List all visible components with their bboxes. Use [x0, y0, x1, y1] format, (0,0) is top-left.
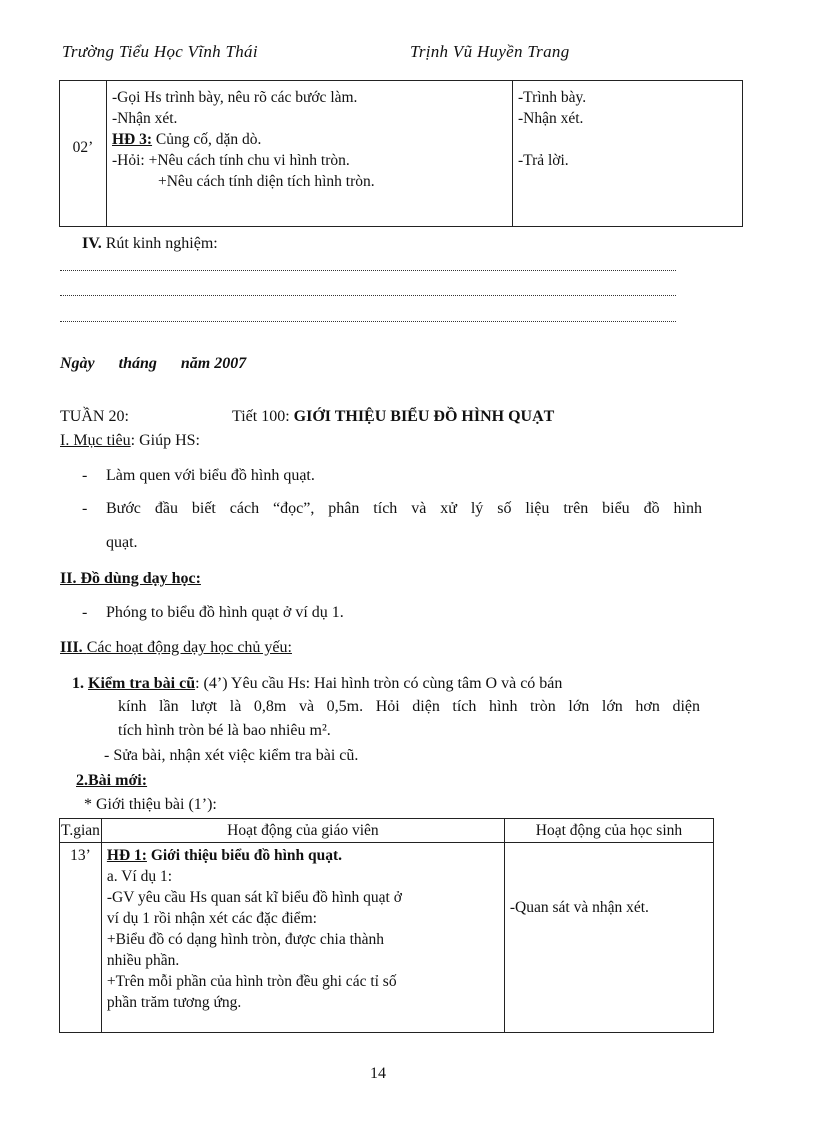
activities-label: Các hoạt động dạy học chủ yếu: [86, 639, 292, 656]
page-number: 14 [370, 1065, 386, 1082]
student-line [510, 845, 708, 866]
check-line: tích hình tròn bé là bao nhiêu m². [118, 722, 331, 739]
teacher-line: -GV yêu cầu Hs quan sát kĩ biểu đồ hình quạt ở [106, 889, 402, 906]
teacher-line: +Biểu đồ có dạng hình tròn, được chia thành [106, 931, 385, 948]
section-4-heading [82, 233, 218, 255]
check-fix: - Sửa bài, nhận xét việc kiểm tra bài cũ. [104, 747, 359, 764]
student-line [510, 866, 708, 887]
materials-label: Đồ dùng dạy học: [80, 570, 201, 587]
col-header-student: Hoạt động của học sinh [504, 819, 713, 843]
hd3-title: Củng cố, dặn dò. [152, 131, 262, 148]
teacher-activity-cell [107, 81, 513, 227]
lesson-number: Tiết 100: [232, 408, 294, 425]
objective-item-cont: quạt. [106, 534, 138, 551]
activities-num: III. [60, 639, 87, 656]
dotted-line [60, 295, 676, 296]
school-name: Trường Tiểu Học Vĩnh Thái [62, 42, 258, 61]
hd3-heading [112, 129, 507, 150]
top-activity-table [59, 80, 743, 227]
ask-line: -Hỏi: +Nêu cách tính chu vi hình tròn. [112, 152, 350, 169]
materials-heading [60, 568, 201, 590]
dotted-line [60, 270, 676, 271]
new-lesson-heading: 2.Bài mới: [76, 772, 148, 789]
hd3-label: HĐ 3: [112, 131, 153, 148]
ask-line: +Nêu cách tính diện tích hình tròn. [158, 173, 375, 190]
objectives-heading [60, 430, 200, 452]
student-line: -Nhận xét. [518, 110, 584, 127]
student-line: -Quan sát và nhận xét. [509, 899, 649, 916]
bullet-dash: - [82, 467, 88, 484]
date-line: Ngày tháng năm 2007 [60, 355, 247, 372]
lesson-intro: * Giới thiệu bài (1’): [84, 796, 217, 813]
objectives-label: I. Mục tiêu [60, 432, 131, 449]
activities-heading [60, 637, 316, 659]
materials-num: II. [60, 570, 81, 587]
time-cell: 13’ [60, 843, 102, 1033]
lesson-title [232, 406, 554, 428]
check-num: 1. [72, 675, 88, 692]
teacher-line: +Trên mỗi phần của hình tròn đều ghi các tỉ số [106, 973, 397, 990]
col-header-teacher: Hoạt động của giáo viên [101, 819, 504, 843]
week-label: TUẦN 20: [60, 408, 129, 425]
time-cell: 02’ [60, 81, 107, 227]
teacher-line: -Nhận xét. [112, 110, 178, 127]
material-item: Phóng to biểu đồ hình quạt ở ví dụ 1. [106, 604, 344, 621]
check-line: : (4’) Yêu cầu Hs: Hai hình tròn có cùng tâm O và có bán [195, 675, 563, 692]
teacher-line: -Gọi Hs trình bày, nêu rõ các bước làm. [112, 89, 358, 106]
hd1-label: HĐ 1: [106, 847, 147, 864]
teacher-name: Trịnh Vũ Huyền Trang [410, 42, 570, 61]
section-num: IV. [82, 235, 106, 252]
teacher-line: ví dụ 1 rồi nhận xét các đặc điểm: [106, 910, 317, 927]
hd1-title: Giới thiệu biểu đồ hình quạt. [146, 847, 343, 864]
bullet-dash: - [82, 500, 88, 517]
student-line: -Trình bày. [518, 89, 587, 106]
check-line: kính lần lượt là 0,8m và 0,5m. Hỏi diện tích hình tròn lớn lớn hơn diện [118, 698, 700, 715]
col-header-time: T.gian [60, 819, 102, 843]
student-line [518, 129, 737, 150]
teacher-line: a. Ví dụ 1: [106, 868, 173, 885]
objectives-suffix: : Giúp HS: [130, 432, 200, 449]
check-heading [72, 673, 562, 695]
objective-item: Bước đầu biết cách “đọc”, phân tích và xử lý số liệu trên biểu đồ hình [106, 500, 702, 517]
student-activity-cell [504, 843, 713, 1033]
student-line: -Trả lời. [518, 152, 569, 169]
teacher-line: nhiều phần. [106, 952, 180, 969]
section-title: Rút kinh nghiệm: [105, 235, 218, 252]
student-activity-cell [513, 81, 743, 227]
main-activity-table [59, 818, 714, 1033]
bullet-dash: - [82, 604, 88, 621]
hd1-heading [107, 845, 499, 866]
check-label: Kiểm tra bài cũ [88, 675, 196, 692]
teacher-line: phần trăm tương ứng. [106, 994, 242, 1011]
objective-item: Làm quen với biểu đồ hình quạt. [106, 467, 315, 484]
dotted-line [60, 321, 676, 322]
lesson-name: GIỚI THIỆU BIỂU ĐỒ HÌNH QUẠT [293, 408, 555, 425]
teacher-activity-cell [101, 843, 504, 1033]
